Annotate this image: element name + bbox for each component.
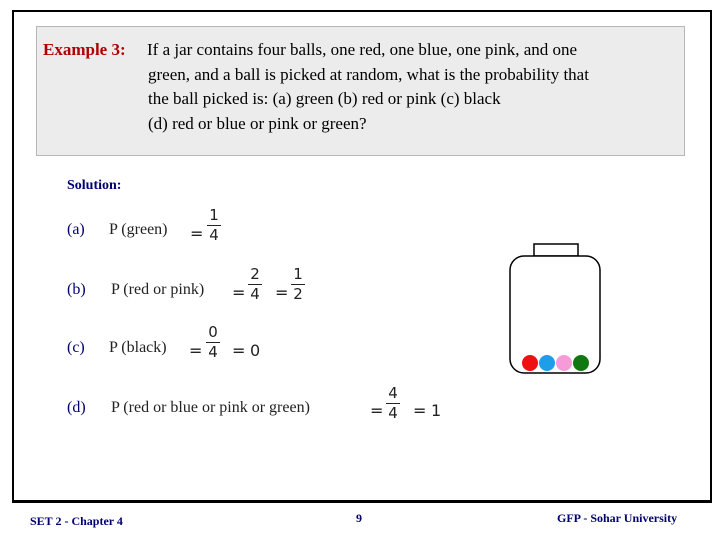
denominator: 4 [250, 285, 260, 303]
equals-sign: = [232, 341, 246, 360]
equals-sign: = [413, 401, 427, 420]
equals-sign: = [370, 401, 384, 420]
part-expression: P (green) [109, 221, 168, 238]
example-line-1: If a jar contains four balls, one red, one blue, one pink, and one [147, 40, 578, 59]
part-label: (a) [67, 221, 85, 238]
footer-course: SET 2 - Chapter 4 [30, 514, 123, 528]
fraction [386, 385, 400, 422]
blue-ball [539, 355, 555, 371]
fraction [207, 207, 221, 244]
part-expression: P (red or pink) [111, 281, 205, 298]
part-expression: P (black) [109, 339, 167, 356]
equals-sign: = [275, 283, 289, 302]
footer-institution: GFP - Sohar University [557, 511, 678, 525]
denominator: 2 [293, 285, 303, 303]
example-line-2: green, and a ball is picked at random, what is the probability that [148, 65, 589, 84]
part-label: (b) [67, 281, 86, 298]
example-label: Example 3: [43, 40, 126, 59]
footer-divider [12, 501, 712, 503]
numerator: 0 [208, 323, 218, 341]
pink-ball [556, 355, 572, 371]
fraction [248, 266, 262, 303]
solution-label: Solution: [67, 178, 122, 193]
numerator: 4 [388, 384, 398, 402]
red-ball [522, 355, 538, 371]
equals-sign: = [189, 341, 203, 360]
equals-sign: = [232, 283, 246, 302]
part-label: (d) [67, 399, 86, 416]
numerator: 1 [293, 265, 303, 283]
denominator: 4 [209, 226, 219, 244]
denominator: 4 [208, 343, 218, 361]
result-value: 0 [250, 341, 261, 360]
jar-illustration [500, 236, 610, 376]
jar-body [510, 256, 600, 373]
fraction [291, 266, 305, 303]
numerator: 2 [250, 265, 260, 283]
numerator: 1 [209, 206, 219, 224]
part-expression: P (red or blue or pink or green) [111, 399, 310, 416]
example-line-4: (d) red or blue or pink or green? [148, 114, 367, 133]
green-ball [573, 355, 589, 371]
jar-lid [534, 244, 578, 256]
result-value: 1 [431, 401, 442, 420]
fraction [206, 324, 220, 361]
example-line-3: the ball picked is: (a) green (b) red or pink (c) black [148, 89, 501, 108]
equals-sign: = [190, 224, 204, 243]
part-label: (c) [67, 339, 85, 356]
denominator: 4 [388, 404, 398, 422]
footer-page-number: 9 [356, 511, 362, 525]
